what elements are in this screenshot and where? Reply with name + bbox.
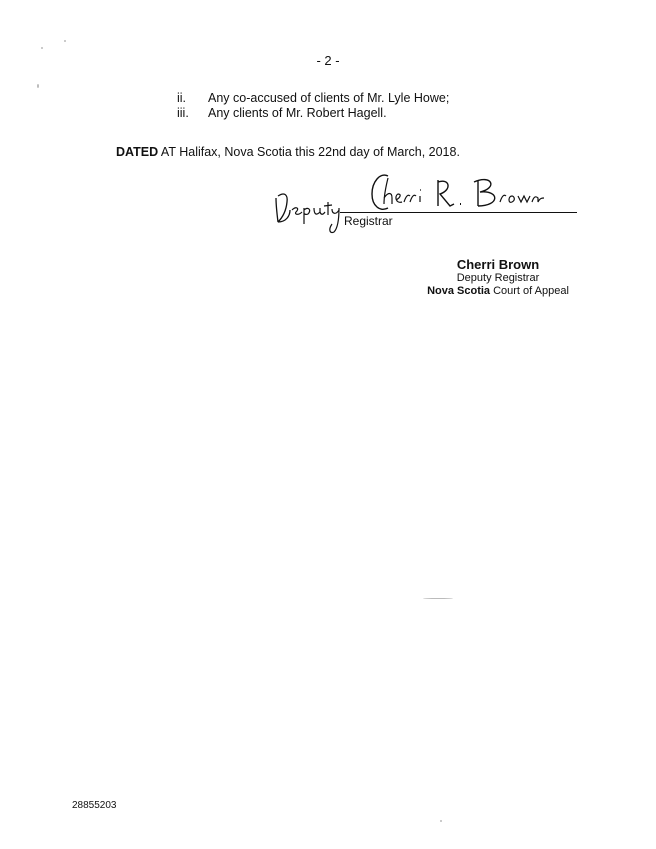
signature-line bbox=[340, 212, 577, 213]
list-item bbox=[177, 91, 449, 106]
scan-speck bbox=[64, 40, 66, 42]
scan-speck bbox=[37, 84, 39, 88]
dated-line bbox=[116, 145, 460, 159]
document-id: 28855203 bbox=[72, 800, 117, 811]
signer-block bbox=[380, 257, 616, 298]
clients-list bbox=[177, 91, 449, 121]
handwritten-deputy-signature bbox=[274, 188, 344, 234]
signer-name: Cherri Brown bbox=[456, 257, 540, 272]
page-number: - 2 - bbox=[316, 53, 340, 68]
handwritten-name-signature bbox=[366, 168, 546, 218]
dated-lead: DATED bbox=[116, 145, 159, 159]
signer-court bbox=[380, 285, 616, 298]
dated-rest: AT Halifax, Nova Scotia this 22nd day of March, 2018. bbox=[158, 145, 460, 159]
list-marker: ii. bbox=[177, 91, 187, 105]
scan-speck bbox=[440, 820, 442, 822]
scan-speck bbox=[41, 47, 43, 49]
list-item-text: Any co-accused of clients of Mr. Lyle Howe; bbox=[208, 91, 450, 105]
court-province: Nova Scotia bbox=[427, 285, 491, 297]
court-name: Court of Appeal bbox=[490, 285, 569, 297]
list-marker: iii. bbox=[177, 106, 189, 120]
signature-label: Registrar bbox=[344, 214, 393, 228]
scan-speck bbox=[423, 598, 453, 599]
signer-title: Deputy Registrar bbox=[456, 272, 540, 284]
list-item bbox=[177, 106, 449, 121]
list-item-text: Any clients of Mr. Robert Hagell. bbox=[208, 106, 387, 120]
